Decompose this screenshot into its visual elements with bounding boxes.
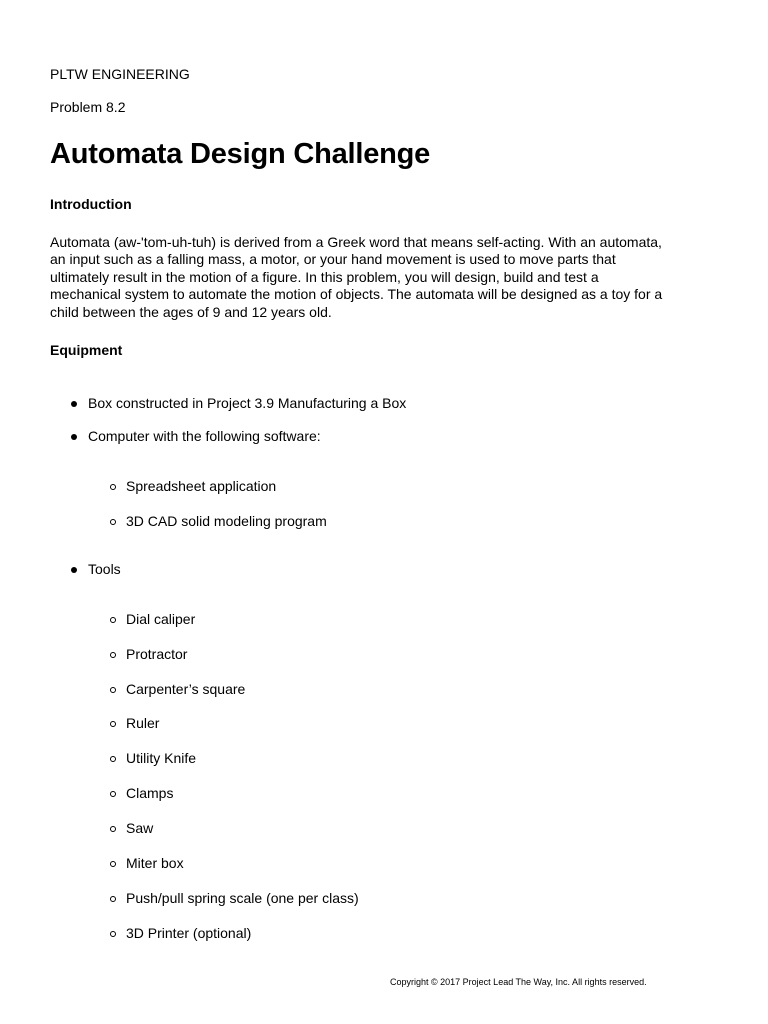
circle-bullet-icon [110, 861, 116, 867]
intro-line: mechanical system to automate the motion of objects. The automata will be designed as a toy for a [50, 286, 663, 303]
bullet-icon [71, 434, 77, 440]
problem-number: Problem 8.2 [50, 99, 126, 115]
sub-list-item: Clamps [126, 785, 174, 801]
sub-list-item: Spreadsheet application [126, 478, 277, 494]
circle-bullet-icon [110, 756, 116, 762]
circle-bullet-icon [110, 896, 116, 902]
circle-bullet-icon [110, 931, 116, 937]
list-item: Computer with the following software: [88, 428, 321, 444]
circle-bullet-icon [110, 519, 116, 525]
org-name: PLTW ENGINEERING [50, 66, 190, 82]
circle-bullet-icon [110, 791, 116, 797]
equipment-heading: Equipment [50, 342, 123, 358]
sub-list-item: Push/pull spring scale (one per class) [126, 890, 359, 906]
sub-list-item: Saw [126, 820, 154, 836]
sub-list-item: Dial caliper [126, 611, 196, 627]
sub-list-item: Protractor [126, 646, 188, 662]
circle-bullet-icon [110, 826, 116, 832]
bullet-icon [71, 401, 77, 407]
sub-list-item: 3D Printer (optional) [126, 925, 252, 941]
sub-list-item: 3D CAD solid modeling program [126, 513, 327, 529]
introduction-heading: Introduction [50, 196, 132, 212]
intro-line: Automata (aw-'tom-uh-tuh) is derived from a Greek word that means self-acting. With an automata, [50, 234, 662, 250]
sub-list-item: Carpenter’s square [126, 681, 246, 697]
intro-line: child between the ages of 9 and 12 years old. [50, 303, 332, 320]
circle-bullet-icon [110, 721, 116, 727]
sub-list-item: Ruler [126, 715, 160, 731]
intro-line: ultimately result in the motion of a figure. In this problem, you will design, build and test a [50, 268, 599, 285]
sub-list-item: Utility Knife [126, 750, 197, 766]
intro-line: an input such as a falling mass, a motor, or your hand movement is used to move parts that [50, 251, 616, 268]
page-title: Automata Design Challenge [50, 138, 431, 170]
introduction-paragraph [50, 234, 720, 321]
bullet-icon [71, 567, 77, 573]
circle-bullet-icon [110, 484, 116, 490]
list-item: Box constructed in Project 3.9 Manufacturing a Box [88, 395, 407, 411]
circle-bullet-icon [110, 617, 116, 623]
list-item: Tools [88, 561, 121, 577]
sub-list-item: Miter box [126, 855, 184, 871]
circle-bullet-icon [110, 687, 116, 693]
circle-bullet-icon [110, 652, 116, 658]
copyright-footer: Copyright © 2017 Project Lead The Way, Inc. All rights reserved. [390, 977, 647, 987]
